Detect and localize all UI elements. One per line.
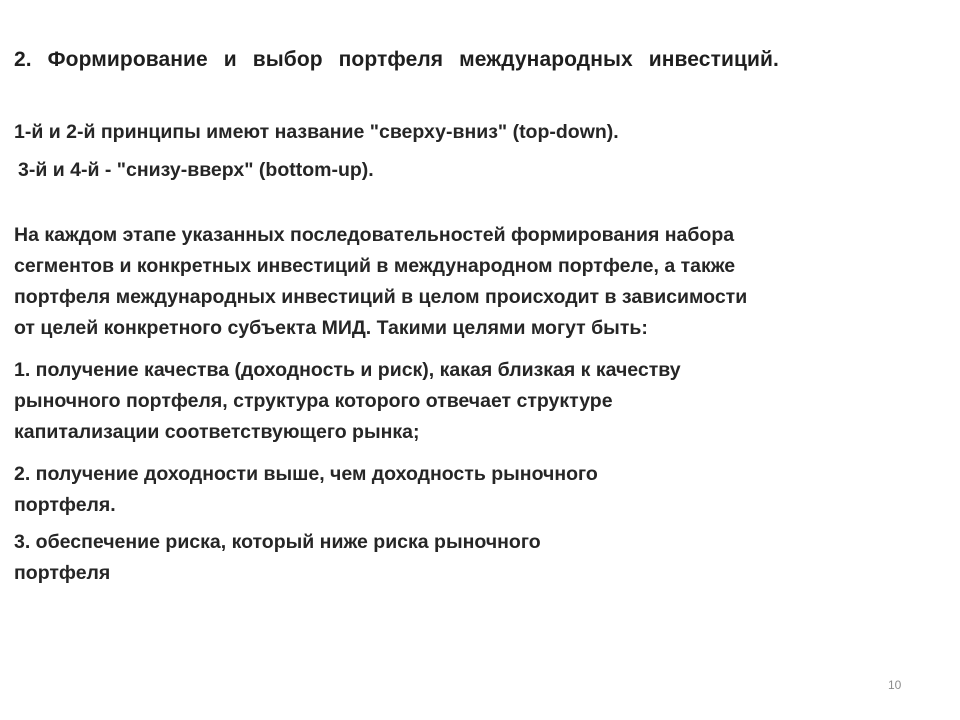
intro-paragraph: [14, 220, 914, 344]
goal-line: портфеля.: [14, 494, 116, 516]
slide-title: 2. Формирование и выбор портфеля международных инвестиций.: [14, 48, 779, 71]
goal-line: 2. получение доходности выше, чем доходность рыночного: [14, 463, 598, 485]
intro-line: сегментов и конкретных инвестиций в международном портфеле, а также: [14, 255, 736, 277]
goal-item-2: [14, 459, 914, 521]
goal-line: портфеля: [14, 562, 111, 584]
goal-line: 1. получение качества (доходность и риск), какая близкая к качеству: [14, 359, 681, 381]
intro-line: На каждом этапе указанных последовательностей формирования набора: [14, 224, 735, 246]
goal-item-1: [14, 355, 914, 448]
intro-line: портфеля международных инвестиций в целом происходит в зависимости: [14, 286, 748, 308]
intro-line: от целей конкретного субъекта МИД. Такими целями могут быть:: [14, 317, 648, 339]
goal-line: капитализации соответствующего рынка;: [14, 421, 420, 443]
principles-top-down-line: 1-й и 2-й принципы имеют название "сверху-вниз" (top-down).: [14, 121, 619, 143]
goal-line: 3. обеспечение риска, который ниже риска рыночного: [14, 531, 541, 553]
principles-bottom-up-line: 3-й и 4-й - "снизу-вверх" (bottom-up).: [18, 159, 374, 181]
goal-line: рыночного портфеля, структура которого отвечает структуре: [14, 390, 613, 412]
goal-item-3: [14, 527, 914, 589]
page-number: 10: [888, 678, 902, 692]
